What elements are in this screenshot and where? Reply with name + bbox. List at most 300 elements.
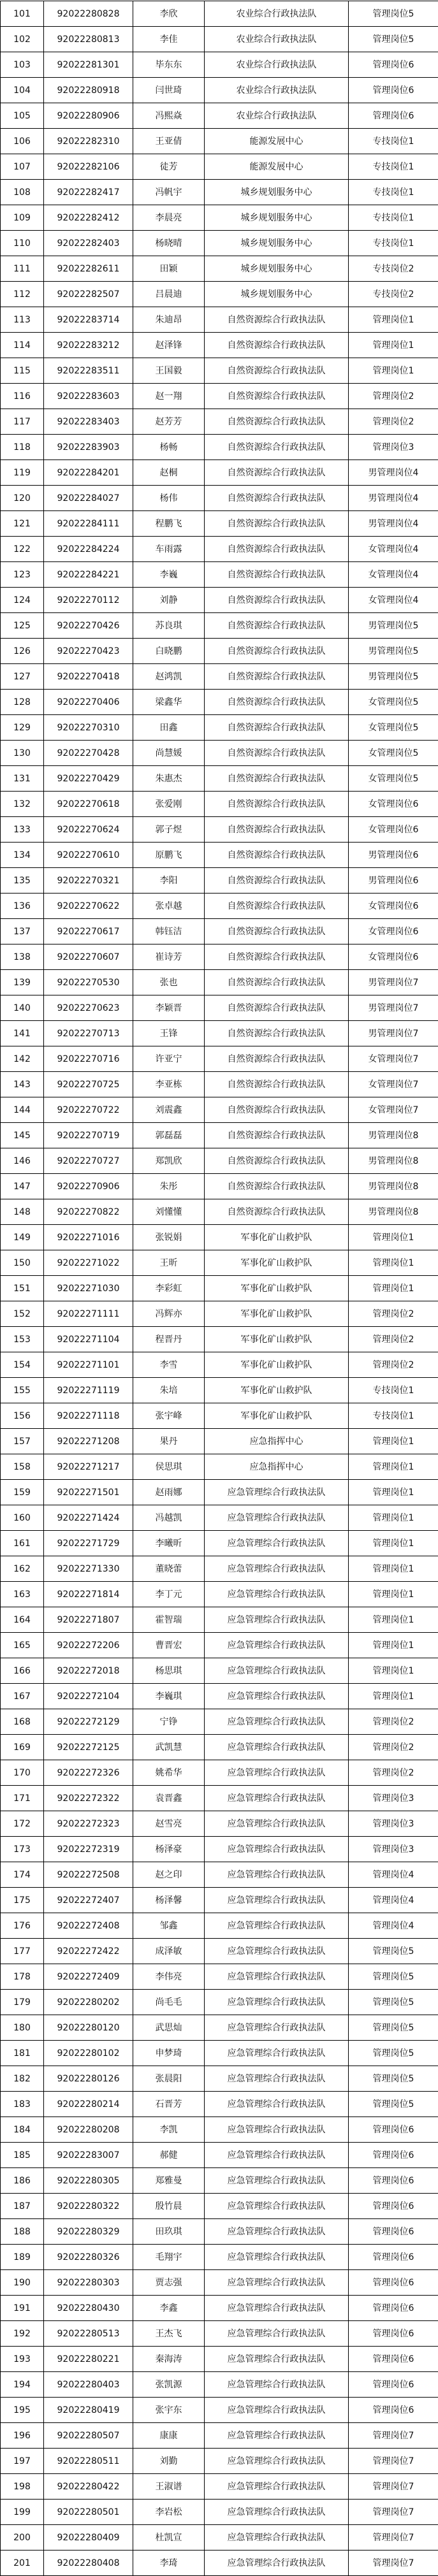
exam-id-cell: 92022282310 bbox=[44, 129, 133, 154]
position-cell: 女管理岗位5 bbox=[349, 690, 438, 715]
row-number-cell: 111 bbox=[1, 256, 44, 282]
exam-id-cell: 92022280813 bbox=[44, 27, 133, 52]
candidate-name-cell: 许亚宁 bbox=[133, 1046, 205, 1072]
position-cell: 管理岗位1 bbox=[349, 1633, 438, 1658]
position-cell: 管理岗位5 bbox=[349, 27, 438, 52]
candidate-name-cell: 冯帆宇 bbox=[133, 180, 205, 205]
unit-name-cell: 军事化矿山救护队 bbox=[205, 1276, 349, 1301]
row-number-cell: 164 bbox=[1, 1607, 44, 1633]
candidate-name-cell: 李彩虹 bbox=[133, 1276, 205, 1301]
unit-name-cell: 自然资源综合行政执法队 bbox=[205, 1072, 349, 1097]
unit-name-cell: 应急管理综合行政执法队 bbox=[205, 2041, 349, 2066]
position-cell: 管理岗位6 bbox=[349, 52, 438, 78]
exam-id-cell: 92022270321 bbox=[44, 868, 133, 894]
position-cell: 专技岗位2 bbox=[349, 282, 438, 307]
unit-name-cell: 军事化矿山救护队 bbox=[205, 1403, 349, 1429]
table-row bbox=[1, 868, 438, 894]
table-row bbox=[1, 2500, 438, 2525]
unit-name-cell: 自然资源综合行政执法队 bbox=[205, 333, 349, 358]
row-number-cell: 183 bbox=[1, 2092, 44, 2117]
position-cell: 管理岗位1 bbox=[349, 1582, 438, 1607]
candidate-name-cell: 赵鸿凯 bbox=[133, 664, 205, 690]
row-number-cell: 135 bbox=[1, 868, 44, 894]
table-row bbox=[1, 2270, 438, 2296]
row-number-cell: 176 bbox=[1, 1913, 44, 1939]
candidate-name-cell: 赵泽锋 bbox=[133, 333, 205, 358]
position-cell: 管理岗位6 bbox=[349, 2296, 438, 2321]
position-cell: 管理岗位5 bbox=[349, 2041, 438, 2066]
candidate-name-cell: 张锐娟 bbox=[133, 1225, 205, 1250]
unit-name-cell: 应急管理综合行政执法队 bbox=[205, 1556, 349, 1582]
row-number-cell: 136 bbox=[1, 894, 44, 919]
candidate-name-cell: 刘震鑫 bbox=[133, 1097, 205, 1123]
candidate-name-cell: 程鹏飞 bbox=[133, 511, 205, 537]
table-row bbox=[1, 1480, 438, 1505]
exam-id-cell: 92022280329 bbox=[44, 2219, 133, 2245]
row-number-cell: 201 bbox=[1, 2551, 44, 2576]
position-cell: 专技岗位1 bbox=[349, 205, 438, 231]
position-cell: 管理岗位7 bbox=[349, 2500, 438, 2525]
unit-name-cell: 应急管理综合行政执法队 bbox=[205, 2372, 349, 2398]
exam-id-cell: 92022271118 bbox=[44, 1403, 133, 1429]
unit-name-cell: 自然资源综合行政执法队 bbox=[205, 1046, 349, 1072]
unit-name-cell: 自然资源综合行政执法队 bbox=[205, 511, 349, 537]
table-row bbox=[1, 690, 438, 715]
exam-id-cell: 92022270406 bbox=[44, 690, 133, 715]
exam-id-cell: 92022272326 bbox=[44, 1760, 133, 1786]
table-row bbox=[1, 944, 438, 970]
table-row bbox=[1, 1097, 438, 1123]
row-number-cell: 102 bbox=[1, 27, 44, 52]
exam-id-cell: 92022283511 bbox=[44, 358, 133, 384]
exam-id-cell: 92022271501 bbox=[44, 1480, 133, 1505]
position-cell: 管理岗位6 bbox=[349, 2168, 438, 2194]
exam-id-cell: 92022272322 bbox=[44, 1786, 133, 1811]
table-row bbox=[1, 1301, 438, 1327]
exam-id-cell: 92022272408 bbox=[44, 1913, 133, 1939]
candidate-name-cell: 武思灿 bbox=[133, 2015, 205, 2041]
exam-id-cell: 92022280419 bbox=[44, 2398, 133, 2423]
candidate-name-cell: 郝健 bbox=[133, 2143, 205, 2168]
table-row bbox=[1, 1913, 438, 1939]
row-number-cell: 130 bbox=[1, 741, 44, 766]
table-row bbox=[1, 1862, 438, 1888]
table-row bbox=[1, 1123, 438, 1148]
table-row bbox=[1, 1327, 438, 1352]
position-cell: 管理岗位5 bbox=[349, 2015, 438, 2041]
unit-name-cell: 自然资源综合行政执法队 bbox=[205, 817, 349, 843]
row-number-cell: 179 bbox=[1, 1990, 44, 2015]
candidate-name-cell: 侯思琪 bbox=[133, 1454, 205, 1480]
candidate-name-cell: 闫世琦 bbox=[133, 78, 205, 103]
unit-name-cell: 应急管理综合行政执法队 bbox=[205, 1582, 349, 1607]
exam-id-cell: 92022272508 bbox=[44, 1862, 133, 1888]
row-number-cell: 123 bbox=[1, 562, 44, 588]
unit-name-cell: 自然资源综合行政执法队 bbox=[205, 843, 349, 868]
position-cell: 管理岗位3 bbox=[349, 1811, 438, 1837]
exam-id-cell: 92022283903 bbox=[44, 435, 133, 460]
position-cell: 女管理岗位4 bbox=[349, 588, 438, 613]
table-row bbox=[1, 2015, 438, 2041]
unit-name-cell: 军事化矿山救护队 bbox=[205, 1352, 349, 1378]
unit-name-cell: 自然资源综合行政执法队 bbox=[205, 944, 349, 970]
exam-id-cell: 92022270716 bbox=[44, 1046, 133, 1072]
row-number-cell: 121 bbox=[1, 511, 44, 537]
position-cell: 管理岗位1 bbox=[349, 1505, 438, 1531]
exam-id-cell: 92022281301 bbox=[44, 52, 133, 78]
candidate-name-cell: 袁晋鑫 bbox=[133, 1786, 205, 1811]
unit-name-cell: 应急管理综合行政执法队 bbox=[205, 2092, 349, 2117]
table-row bbox=[1, 1505, 438, 1531]
position-cell: 专技岗位1 bbox=[349, 154, 438, 180]
exam-id-cell: 92022280322 bbox=[44, 2194, 133, 2219]
exam-id-cell: 92022282611 bbox=[44, 256, 133, 282]
candidate-name-cell: 刘勤 bbox=[133, 2449, 205, 2474]
unit-name-cell: 应急管理综合行政执法队 bbox=[205, 1939, 349, 1964]
candidate-name-cell: 李阳 bbox=[133, 868, 205, 894]
candidate-name-cell: 朱彤 bbox=[133, 1174, 205, 1199]
row-number-cell: 144 bbox=[1, 1097, 44, 1123]
candidate-name-cell: 郑雅曼 bbox=[133, 2168, 205, 2194]
row-number-cell: 159 bbox=[1, 1480, 44, 1505]
table-row bbox=[1, 1174, 438, 1199]
position-cell: 管理岗位7 bbox=[349, 2525, 438, 2551]
unit-name-cell: 应急管理综合行政执法队 bbox=[205, 2143, 349, 2168]
candidate-name-cell: 李颖晋 bbox=[133, 995, 205, 1021]
exam-id-cell: 92022280513 bbox=[44, 2321, 133, 2347]
row-number-cell: 188 bbox=[1, 2219, 44, 2245]
exam-id-cell: 92022280918 bbox=[44, 78, 133, 103]
exam-id-cell: 92022280408 bbox=[44, 2551, 133, 2576]
exam-id-cell: 92022272125 bbox=[44, 1735, 133, 1760]
exam-id-cell: 92022270428 bbox=[44, 741, 133, 766]
unit-name-cell: 应急管理综合行政执法队 bbox=[205, 1786, 349, 1811]
candidate-name-cell: 徒芳 bbox=[133, 154, 205, 180]
exam-id-cell: 92022272422 bbox=[44, 1939, 133, 1964]
table-row bbox=[1, 2168, 438, 2194]
position-cell: 专技岗位1 bbox=[349, 1378, 438, 1403]
table-row bbox=[1, 1021, 438, 1046]
unit-name-cell: 应急管理综合行政执法队 bbox=[205, 2500, 349, 2525]
exam-id-cell: 92022271101 bbox=[44, 1352, 133, 1378]
unit-name-cell: 自然资源综合行政执法队 bbox=[205, 613, 349, 639]
candidate-name-cell: 崔诗芳 bbox=[133, 944, 205, 970]
candidate-name-cell: 张卓越 bbox=[133, 894, 205, 919]
row-number-cell: 157 bbox=[1, 1429, 44, 1454]
unit-name-cell: 应急管理综合行政执法队 bbox=[205, 1964, 349, 1990]
table-row bbox=[1, 1352, 438, 1378]
row-number-cell: 194 bbox=[1, 2372, 44, 2398]
unit-name-cell: 农业综合行政执法队 bbox=[205, 27, 349, 52]
position-cell: 管理岗位6 bbox=[349, 2398, 438, 2423]
unit-name-cell: 应急管理综合行政执法队 bbox=[205, 1684, 349, 1709]
unit-name-cell: 应急管理综合行政执法队 bbox=[205, 2219, 349, 2245]
row-number-cell: 175 bbox=[1, 1888, 44, 1913]
candidate-name-cell: 殷竹晨 bbox=[133, 2194, 205, 2219]
position-cell: 管理岗位6 bbox=[349, 78, 438, 103]
table-row bbox=[1, 2219, 438, 2245]
exam-id-cell: 92022283212 bbox=[44, 333, 133, 358]
exam-id-cell: 92022284224 bbox=[44, 537, 133, 562]
row-number-cell: 118 bbox=[1, 435, 44, 460]
exam-id-cell: 92022271022 bbox=[44, 1250, 133, 1276]
table-row bbox=[1, 664, 438, 690]
table-row bbox=[1, 460, 438, 486]
unit-name-cell: 应急管理综合行政执法队 bbox=[205, 2066, 349, 2092]
row-number-cell: 162 bbox=[1, 1556, 44, 1582]
row-number-cell: 114 bbox=[1, 333, 44, 358]
row-number-cell: 199 bbox=[1, 2500, 44, 2525]
position-cell: 管理岗位5 bbox=[349, 1939, 438, 1964]
row-number-cell: 117 bbox=[1, 409, 44, 435]
unit-name-cell: 自然资源综合行政执法队 bbox=[205, 307, 349, 333]
position-cell: 女管理岗位7 bbox=[349, 1046, 438, 1072]
position-cell: 管理岗位1 bbox=[349, 1276, 438, 1301]
exam-id-cell: 92022270112 bbox=[44, 588, 133, 613]
table-row bbox=[1, 1556, 438, 1582]
unit-name-cell: 自然资源综合行政执法队 bbox=[205, 664, 349, 690]
unit-name-cell: 军事化矿山救护队 bbox=[205, 1378, 349, 1403]
table-row bbox=[1, 995, 438, 1021]
candidate-name-cell: 李岩松 bbox=[133, 2500, 205, 2525]
candidate-name-cell: 申梦琦 bbox=[133, 2041, 205, 2066]
row-number-cell: 186 bbox=[1, 2168, 44, 2194]
unit-name-cell: 农业综合行政执法队 bbox=[205, 1, 349, 27]
candidate-name-cell: 杜凯宣 bbox=[133, 2525, 205, 2551]
exam-id-cell: 92022280126 bbox=[44, 2066, 133, 2092]
position-cell: 男管理岗位4 bbox=[349, 511, 438, 537]
position-cell: 管理岗位5 bbox=[349, 1990, 438, 2015]
row-number-cell: 182 bbox=[1, 2066, 44, 2092]
row-number-cell: 109 bbox=[1, 205, 44, 231]
unit-name-cell: 应急管理综合行政执法队 bbox=[205, 2474, 349, 2500]
candidate-name-cell: 冯越凯 bbox=[133, 1505, 205, 1531]
table-row bbox=[1, 2321, 438, 2347]
table-row bbox=[1, 1454, 438, 1480]
exam-id-cell: 92022270429 bbox=[44, 766, 133, 792]
table-row bbox=[1, 792, 438, 817]
table-row bbox=[1, 103, 438, 129]
exam-id-cell: 92022272407 bbox=[44, 1888, 133, 1913]
table-row bbox=[1, 715, 438, 741]
candidate-name-cell: 杨伟 bbox=[133, 486, 205, 511]
unit-name-cell: 应急管理综合行政执法队 bbox=[205, 1658, 349, 1684]
exam-id-cell: 92022280214 bbox=[44, 2092, 133, 2117]
table-row bbox=[1, 2423, 438, 2449]
position-cell: 专技岗位1 bbox=[349, 129, 438, 154]
position-cell: 管理岗位6 bbox=[349, 2143, 438, 2168]
row-number-cell: 195 bbox=[1, 2398, 44, 2423]
position-cell: 专技岗位1 bbox=[349, 1403, 438, 1429]
exam-id-cell: 92022282403 bbox=[44, 231, 133, 256]
row-number-cell: 166 bbox=[1, 1658, 44, 1684]
position-cell: 男管理岗位6 bbox=[349, 843, 438, 868]
position-cell: 管理岗位4 bbox=[349, 1913, 438, 1939]
exam-id-cell: 92022280511 bbox=[44, 2449, 133, 2474]
position-cell: 管理岗位6 bbox=[349, 2219, 438, 2245]
position-cell: 管理岗位2 bbox=[349, 384, 438, 409]
exam-id-cell: 92022280326 bbox=[44, 2245, 133, 2270]
row-number-cell: 103 bbox=[1, 52, 44, 78]
row-number-cell: 132 bbox=[1, 792, 44, 817]
table-row bbox=[1, 766, 438, 792]
row-number-cell: 122 bbox=[1, 537, 44, 562]
table-row bbox=[1, 613, 438, 639]
table-row bbox=[1, 2525, 438, 2551]
unit-name-cell: 应急管理综合行政执法队 bbox=[205, 1480, 349, 1505]
row-number-cell: 177 bbox=[1, 1939, 44, 1964]
unit-name-cell: 自然资源综合行政执法队 bbox=[205, 409, 349, 435]
position-cell: 管理岗位1 bbox=[349, 1658, 438, 1684]
row-number-cell: 170 bbox=[1, 1760, 44, 1786]
row-number-cell: 112 bbox=[1, 282, 44, 307]
exam-id-cell: 92022270618 bbox=[44, 792, 133, 817]
unit-name-cell: 农业综合行政执法队 bbox=[205, 103, 349, 129]
unit-name-cell: 应急管理综合行政执法队 bbox=[205, 1811, 349, 1837]
position-cell: 女管理岗位4 bbox=[349, 562, 438, 588]
unit-name-cell: 应急管理综合行政执法队 bbox=[205, 1990, 349, 2015]
position-cell: 管理岗位2 bbox=[349, 1709, 438, 1735]
unit-name-cell: 应急管理综合行政执法队 bbox=[205, 1837, 349, 1862]
unit-name-cell: 应急管理综合行政执法队 bbox=[205, 1862, 349, 1888]
row-number-cell: 115 bbox=[1, 358, 44, 384]
unit-name-cell: 军事化矿山救护队 bbox=[205, 1301, 349, 1327]
unit-name-cell: 军事化矿山救护队 bbox=[205, 1327, 349, 1352]
exam-id-cell: 92022272323 bbox=[44, 1811, 133, 1837]
unit-name-cell: 应急管理综合行政执法队 bbox=[205, 2194, 349, 2219]
table-row bbox=[1, 256, 438, 282]
unit-name-cell: 自然资源综合行政执法队 bbox=[205, 741, 349, 766]
exam-id-cell: 92022271104 bbox=[44, 1327, 133, 1352]
table-row bbox=[1, 1607, 438, 1633]
row-number-cell: 181 bbox=[1, 2041, 44, 2066]
unit-name-cell: 城乡规划服务中心 bbox=[205, 256, 349, 282]
candidate-name-cell: 田颖 bbox=[133, 256, 205, 282]
exam-id-cell: 92022270607 bbox=[44, 944, 133, 970]
unit-name-cell: 自然资源综合行政执法队 bbox=[205, 537, 349, 562]
row-number-cell: 178 bbox=[1, 1964, 44, 1990]
table-row bbox=[1, 180, 438, 205]
unit-name-cell: 自然资源综合行政执法队 bbox=[205, 358, 349, 384]
table-row bbox=[1, 1888, 438, 1913]
unit-name-cell: 自然资源综合行政执法队 bbox=[205, 384, 349, 409]
row-number-cell: 125 bbox=[1, 613, 44, 639]
exam-id-cell: 92022280409 bbox=[44, 2525, 133, 2551]
candidate-name-cell: 田鑫 bbox=[133, 715, 205, 741]
candidate-name-cell: 原鹏飞 bbox=[133, 843, 205, 868]
exam-id-cell: 92022272206 bbox=[44, 1633, 133, 1658]
row-number-cell: 145 bbox=[1, 1123, 44, 1148]
candidate-name-cell: 尚毛毛 bbox=[133, 1990, 205, 2015]
unit-name-cell: 应急管理综合行政执法队 bbox=[205, 2245, 349, 2270]
row-number-cell: 143 bbox=[1, 1072, 44, 1097]
table-row bbox=[1, 2449, 438, 2474]
position-cell: 男管理岗位8 bbox=[349, 1199, 438, 1225]
table-row bbox=[1, 282, 438, 307]
row-number-cell: 149 bbox=[1, 1225, 44, 1250]
position-cell: 管理岗位1 bbox=[349, 1429, 438, 1454]
unit-name-cell: 自然资源综合行政执法队 bbox=[205, 766, 349, 792]
position-cell: 管理岗位7 bbox=[349, 2423, 438, 2449]
exam-id-cell: 92022271814 bbox=[44, 1582, 133, 1607]
position-cell: 女管理岗位5 bbox=[349, 741, 438, 766]
table-row bbox=[1, 1225, 438, 1250]
position-cell: 管理岗位7 bbox=[349, 2551, 438, 2576]
exam-id-cell: 92022280303 bbox=[44, 2270, 133, 2296]
candidate-name-cell: 赵芳芳 bbox=[133, 409, 205, 435]
position-cell: 男管理岗位7 bbox=[349, 1021, 438, 1046]
position-cell: 男管理岗位8 bbox=[349, 1123, 438, 1148]
table-row bbox=[1, 2041, 438, 2066]
position-cell: 女管理岗位6 bbox=[349, 919, 438, 944]
unit-name-cell: 城乡规划服务中心 bbox=[205, 205, 349, 231]
position-cell: 男管理岗位5 bbox=[349, 613, 438, 639]
row-number-cell: 138 bbox=[1, 944, 44, 970]
position-cell: 女管理岗位4 bbox=[349, 537, 438, 562]
table-row bbox=[1, 205, 438, 231]
exam-id-cell: 92022284201 bbox=[44, 460, 133, 486]
exam-id-cell: 92022284111 bbox=[44, 511, 133, 537]
row-number-cell: 133 bbox=[1, 817, 44, 843]
table-row bbox=[1, 1939, 438, 1964]
candidate-name-cell: 李雪 bbox=[133, 1352, 205, 1378]
exam-id-cell: 92022280208 bbox=[44, 2117, 133, 2143]
exam-id-cell: 92022270722 bbox=[44, 1097, 133, 1123]
position-cell: 管理岗位2 bbox=[349, 1735, 438, 1760]
unit-name-cell: 城乡规划服务中心 bbox=[205, 231, 349, 256]
position-cell: 女管理岗位6 bbox=[349, 944, 438, 970]
candidate-name-cell: 尚慧媛 bbox=[133, 741, 205, 766]
candidate-name-cell: 霍智瑞 bbox=[133, 1607, 205, 1633]
candidate-name-cell: 杨泽馨 bbox=[133, 1888, 205, 1913]
exam-id-cell: 92022280305 bbox=[44, 2168, 133, 2194]
exam-id-cell: 92022284027 bbox=[44, 486, 133, 511]
exam-id-cell: 92022272129 bbox=[44, 1709, 133, 1735]
table-row bbox=[1, 1199, 438, 1225]
position-cell: 管理岗位1 bbox=[349, 358, 438, 384]
row-number-cell: 167 bbox=[1, 1684, 44, 1709]
unit-name-cell: 应急管理综合行政执法队 bbox=[205, 2423, 349, 2449]
table-row bbox=[1, 2194, 438, 2219]
candidate-name-cell: 曹晋宏 bbox=[133, 1633, 205, 1658]
row-number-cell: 126 bbox=[1, 639, 44, 664]
table-row bbox=[1, 1072, 438, 1097]
unit-name-cell: 能源发展中心 bbox=[205, 154, 349, 180]
candidate-name-cell: 车雨露 bbox=[133, 537, 205, 562]
row-number-cell: 147 bbox=[1, 1174, 44, 1199]
exam-id-cell: 92022280430 bbox=[44, 2296, 133, 2321]
unit-name-cell: 自然资源综合行政执法队 bbox=[205, 1148, 349, 1174]
table-row bbox=[1, 970, 438, 995]
row-number-cell: 131 bbox=[1, 766, 44, 792]
row-number-cell: 139 bbox=[1, 970, 44, 995]
row-number-cell: 153 bbox=[1, 1327, 44, 1352]
table-row bbox=[1, 639, 438, 664]
table-row bbox=[1, 1046, 438, 1072]
unit-name-cell: 自然资源综合行政执法队 bbox=[205, 1123, 349, 1148]
exam-id-cell: 92022280507 bbox=[44, 2423, 133, 2449]
row-number-cell: 168 bbox=[1, 1709, 44, 1735]
table-row bbox=[1, 2092, 438, 2117]
row-number-cell: 156 bbox=[1, 1403, 44, 1429]
candidate-name-cell: 武凯慧 bbox=[133, 1735, 205, 1760]
unit-name-cell: 应急管理综合行政执法队 bbox=[205, 1505, 349, 1531]
unit-name-cell: 能源发展中心 bbox=[205, 129, 349, 154]
row-number-cell: 101 bbox=[1, 1, 44, 27]
exam-id-cell: 92022272409 bbox=[44, 1964, 133, 1990]
position-cell: 女管理岗位7 bbox=[349, 1072, 438, 1097]
position-cell: 管理岗位2 bbox=[349, 1301, 438, 1327]
